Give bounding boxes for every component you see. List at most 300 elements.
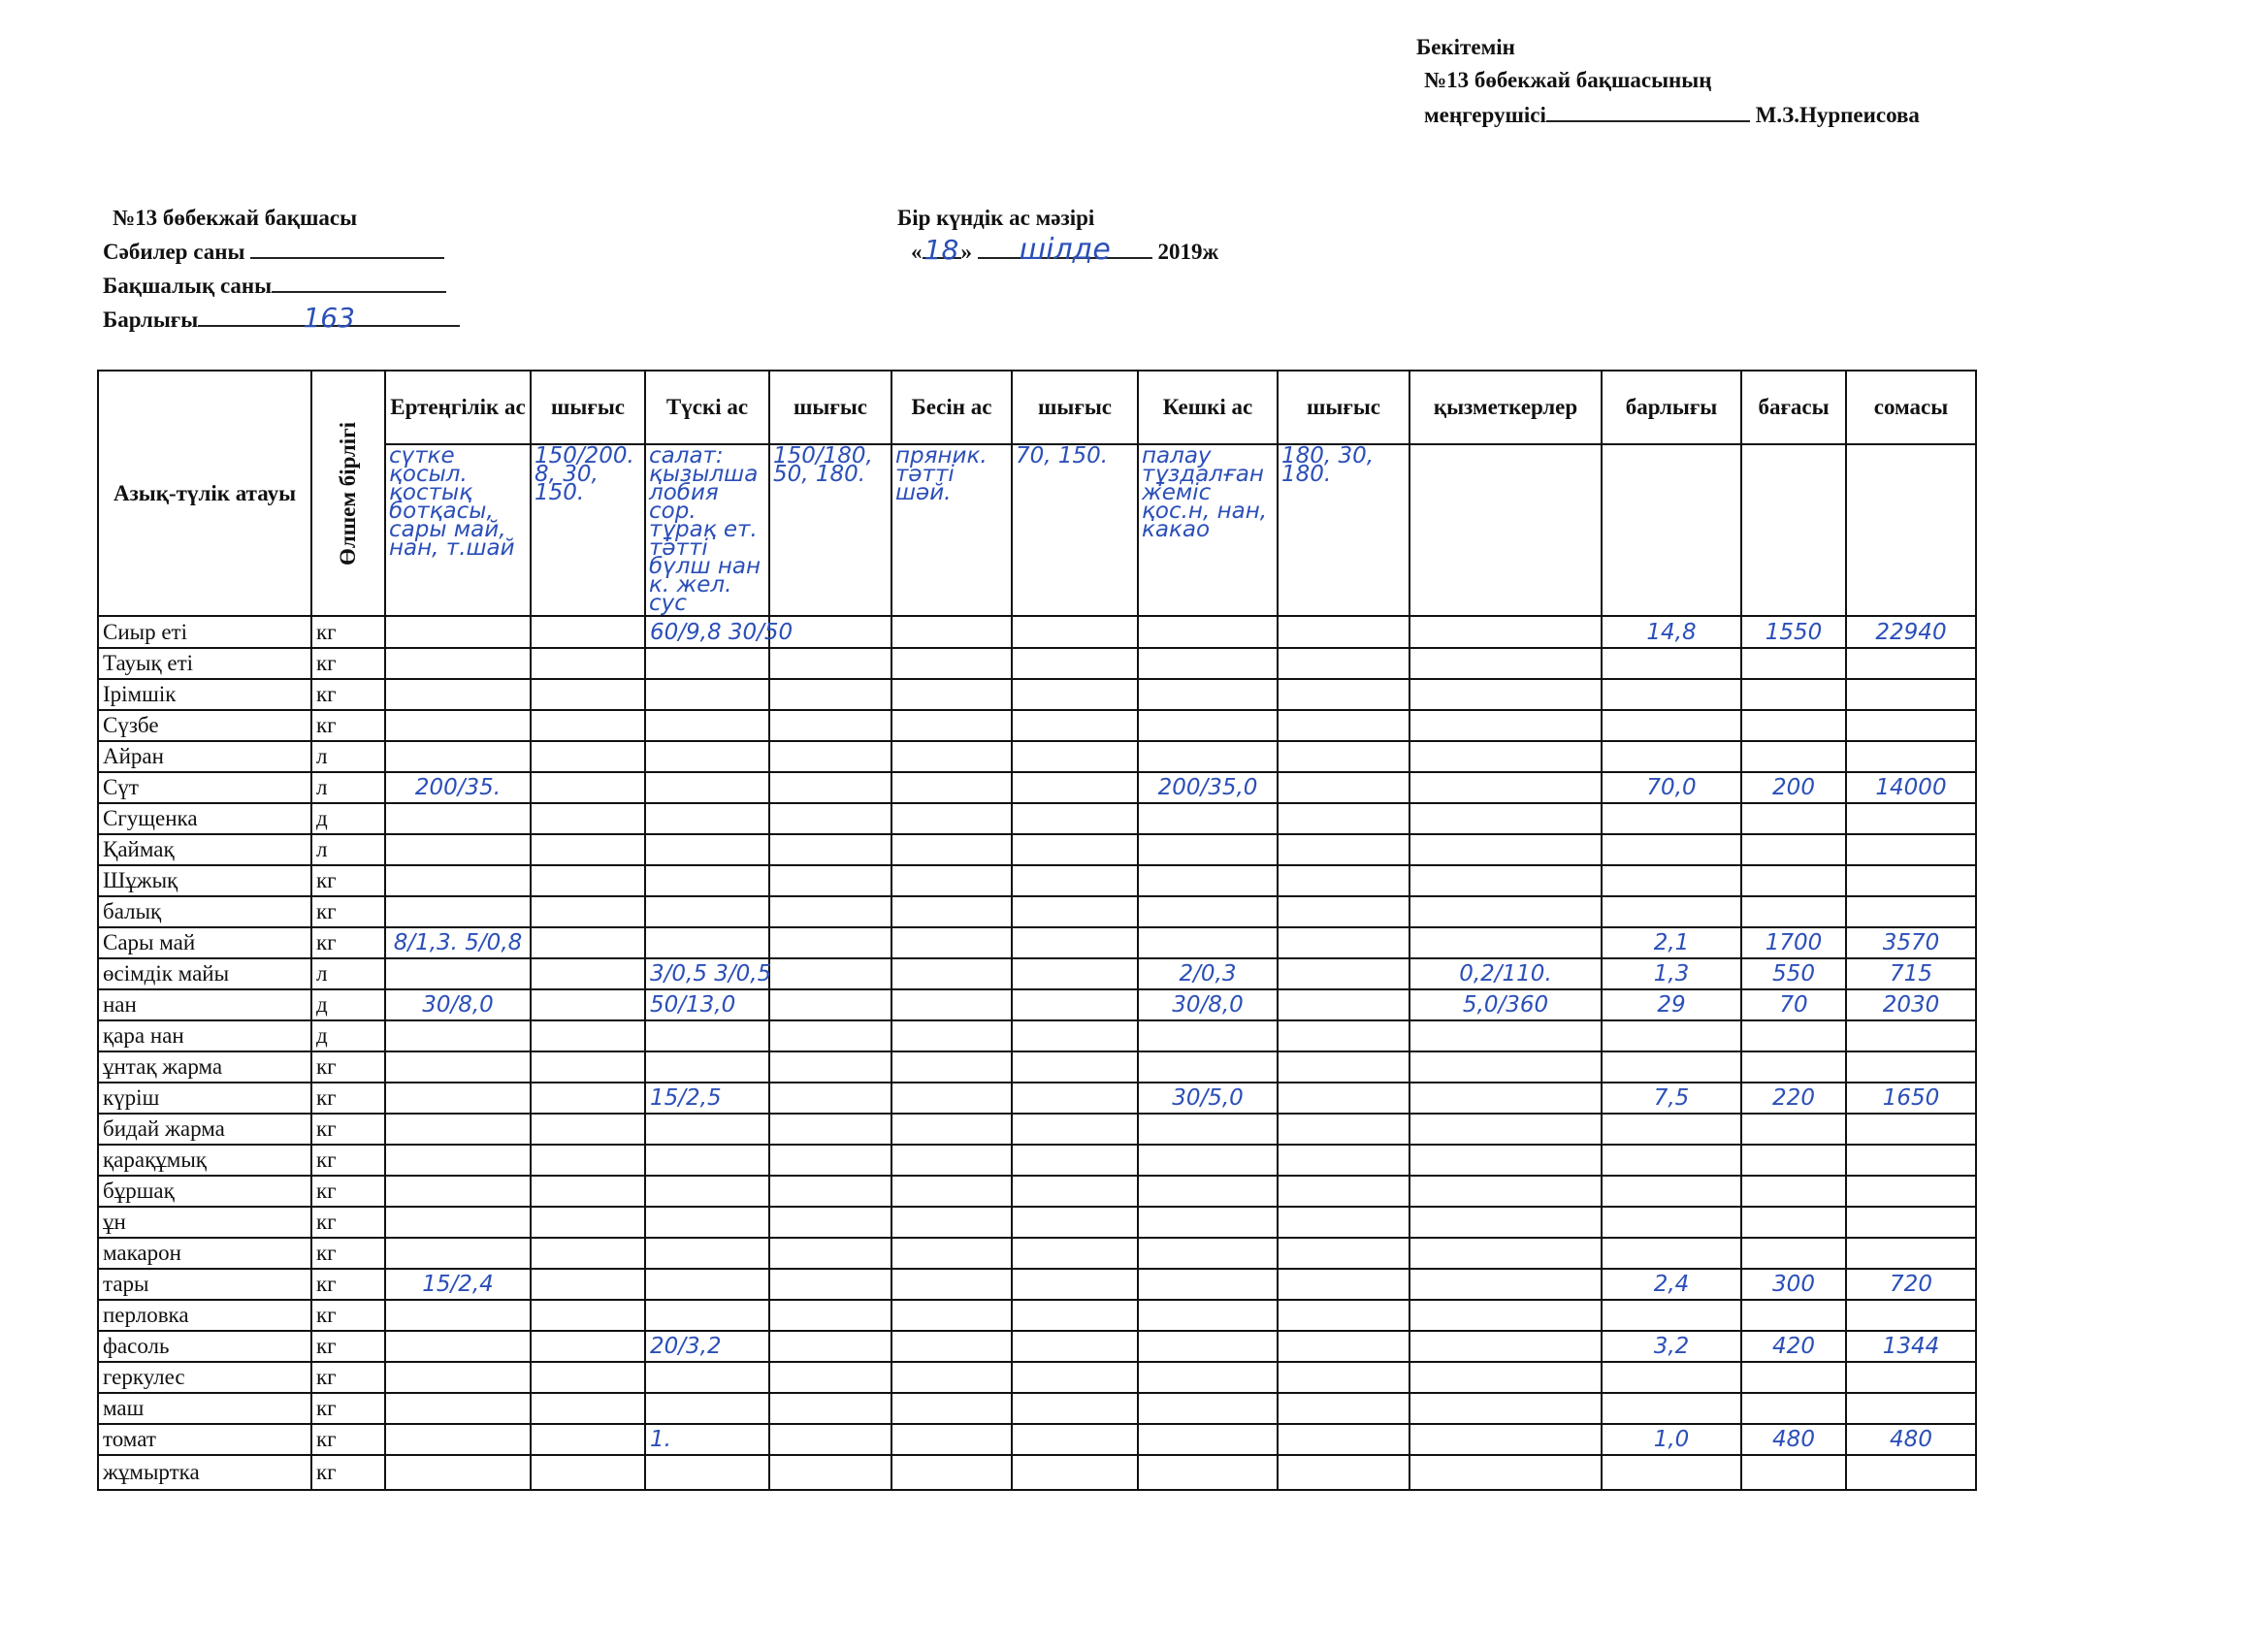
cell-unit: кг <box>311 648 385 679</box>
cell-product: перловка <box>98 1300 311 1331</box>
cell-out3 <box>1012 616 1138 648</box>
cell-breakfast <box>385 834 531 865</box>
dish-out2: 150/180, 50, 180. <box>769 444 891 616</box>
cell-out2 <box>769 803 891 834</box>
table-row <box>98 1114 1976 1145</box>
table-row <box>98 896 1976 927</box>
cell-out3 <box>1012 741 1138 772</box>
cell-unit: л <box>311 741 385 772</box>
cell-dinner <box>1138 1331 1278 1362</box>
cell-product: бидай жарма <box>98 1114 311 1145</box>
header-total: барлығы <box>1602 371 1741 444</box>
cell-snack <box>891 710 1012 741</box>
cell-unit: кг <box>311 1051 385 1083</box>
dish-staff <box>1409 444 1602 616</box>
cell-out3 <box>1012 1331 1138 1362</box>
cell-out3 <box>1012 1020 1138 1051</box>
table-row <box>98 927 1976 958</box>
cell-lunch <box>645 1020 769 1051</box>
cell-product: бұршақ <box>98 1176 311 1207</box>
cell-out1 <box>531 896 645 927</box>
cell-product: Сгущенка <box>98 803 311 834</box>
table-header-row <box>98 371 1976 444</box>
cell-price: 70 <box>1741 989 1846 1020</box>
cell-out4 <box>1278 958 1409 989</box>
cell-total <box>1602 896 1741 927</box>
table-row <box>98 1269 1976 1300</box>
cell-out3 <box>1012 1238 1138 1269</box>
cell-staff <box>1409 1083 1602 1114</box>
cell-out3 <box>1012 1300 1138 1331</box>
cell-total: 29 <box>1602 989 1741 1020</box>
cell-out1 <box>531 741 645 772</box>
cell-total <box>1602 679 1741 710</box>
cell-snack <box>891 1331 1012 1362</box>
cell-staff <box>1409 1114 1602 1145</box>
cell-out2 <box>769 679 891 710</box>
cell-breakfast <box>385 1238 531 1269</box>
cell-price <box>1741 648 1846 679</box>
cell-staff <box>1409 1362 1602 1393</box>
cell-dinner <box>1138 1424 1278 1455</box>
cell-staff <box>1409 865 1602 896</box>
cell-breakfast: 8/1,3. 5/0,8 <box>385 927 531 958</box>
cell-dinner <box>1138 1393 1278 1424</box>
cell-out2 <box>769 1114 891 1145</box>
cell-price: 550 <box>1741 958 1846 989</box>
cell-lunch <box>645 1114 769 1145</box>
cell-out2 <box>769 1238 891 1269</box>
cell-out2 <box>769 1424 891 1455</box>
cell-product: Сүт <box>98 772 311 803</box>
cell-snack <box>891 1114 1012 1145</box>
cell-snack <box>891 741 1012 772</box>
cell-sum <box>1846 679 1976 710</box>
cell-snack <box>891 1083 1012 1114</box>
cell-breakfast <box>385 865 531 896</box>
cell-out3 <box>1012 1455 1138 1490</box>
cell-staff <box>1409 1145 1602 1176</box>
cell-lunch <box>645 1238 769 1269</box>
cell-out1 <box>531 1238 645 1269</box>
cell-snack <box>891 1145 1012 1176</box>
header-snack: Бесін ас <box>891 371 1012 444</box>
dish-snack: пряник. тәтті шәй. <box>891 444 1012 616</box>
cell-unit: кг <box>311 1455 385 1490</box>
cell-out4 <box>1278 1207 1409 1238</box>
cell-lunch: 60/9,8 30/50 <box>645 616 769 648</box>
cell-price <box>1741 1020 1846 1051</box>
cell-breakfast <box>385 741 531 772</box>
kindergarten-count-value <box>272 268 446 293</box>
cell-lunch <box>645 803 769 834</box>
cell-unit: кг <box>311 616 385 648</box>
cell-product: геркулес <box>98 1362 311 1393</box>
cell-lunch: 1. <box>645 1424 769 1455</box>
cell-unit: кг <box>311 896 385 927</box>
cell-sum: 715 <box>1846 958 1976 989</box>
cell-dinner <box>1138 741 1278 772</box>
cell-out2 <box>769 958 891 989</box>
cell-lunch <box>645 1051 769 1083</box>
cell-out3 <box>1012 1145 1138 1176</box>
table-row <box>98 1331 1976 1362</box>
cell-product: фасоль <box>98 1331 311 1362</box>
cell-snack <box>891 989 1012 1020</box>
cell-out4 <box>1278 1424 1409 1455</box>
cell-dinner <box>1138 1114 1278 1145</box>
cell-staff <box>1409 679 1602 710</box>
cell-out2 <box>769 1269 891 1300</box>
cell-out2 <box>769 989 891 1020</box>
children-count-value <box>250 234 444 259</box>
cell-lunch <box>645 1176 769 1207</box>
cell-product: маш <box>98 1393 311 1424</box>
cell-sum: 2030 <box>1846 989 1976 1020</box>
cell-out4 <box>1278 648 1409 679</box>
cell-out4 <box>1278 679 1409 710</box>
cell-out1 <box>531 1331 645 1362</box>
cell-snack <box>891 803 1012 834</box>
cell-product: Тауық еті <box>98 648 311 679</box>
cell-snack <box>891 896 1012 927</box>
cell-unit: кг <box>311 1424 385 1455</box>
cell-total: 1,3 <box>1602 958 1741 989</box>
left-header <box>103 202 460 336</box>
cell-out2 <box>769 896 891 927</box>
cell-product: Қаймақ <box>98 834 311 865</box>
cell-staff <box>1409 1455 1602 1490</box>
cell-total <box>1602 1455 1741 1490</box>
cell-product: ұн <box>98 1207 311 1238</box>
table-row <box>98 865 1976 896</box>
cell-unit: д <box>311 803 385 834</box>
dish-sum <box>1846 444 1976 616</box>
cell-unit: д <box>311 989 385 1020</box>
cell-snack <box>891 648 1012 679</box>
cell-unit: кг <box>311 927 385 958</box>
cell-out1 <box>531 865 645 896</box>
cell-lunch: 3/0,5 3/0,5 <box>645 958 769 989</box>
approval-signature-line <box>1424 97 1920 132</box>
cell-staff: 5,0/360 <box>1409 989 1602 1020</box>
menu-table <box>97 370 1977 1491</box>
cell-unit: кг <box>311 1114 385 1145</box>
header-dinner: Кешкі ас <box>1138 371 1278 444</box>
cell-breakfast <box>385 679 531 710</box>
cell-total: 2,1 <box>1602 927 1741 958</box>
cell-staff <box>1409 1207 1602 1238</box>
cell-snack <box>891 1176 1012 1207</box>
cell-snack <box>891 1455 1012 1490</box>
cell-unit: кг <box>311 1207 385 1238</box>
dish-total <box>1602 444 1741 616</box>
cell-product: томат <box>98 1424 311 1455</box>
cell-out3 <box>1012 803 1138 834</box>
cell-sum: 22940 <box>1846 616 1976 648</box>
cell-sum <box>1846 648 1976 679</box>
dish-price <box>1741 444 1846 616</box>
cell-dinner: 200/35,0 <box>1138 772 1278 803</box>
table-row <box>98 1020 1976 1051</box>
cell-out2 <box>769 1020 891 1051</box>
cell-lunch <box>645 679 769 710</box>
table-row <box>98 1300 1976 1331</box>
table-row <box>98 1238 1976 1269</box>
cell-out1 <box>531 958 645 989</box>
cell-sum <box>1846 1176 1976 1207</box>
approval-title: Бекітемін <box>1416 35 1515 59</box>
cell-breakfast <box>385 1176 531 1207</box>
cell-breakfast <box>385 1114 531 1145</box>
cell-product: Сүзбе <box>98 710 311 741</box>
cell-out4 <box>1278 1300 1409 1331</box>
cell-sum <box>1846 1238 1976 1269</box>
dish-out4: 180, 30, 180. <box>1278 444 1409 616</box>
table-row <box>98 1083 1976 1114</box>
cell-total: 7,5 <box>1602 1083 1741 1114</box>
cell-unit: л <box>311 772 385 803</box>
header-lunch: Түскі ас <box>645 371 769 444</box>
cell-lunch: 20/3,2 <box>645 1331 769 1362</box>
total-count-label: Барлығы <box>103 307 199 332</box>
cell-out2 <box>769 1051 891 1083</box>
cell-total <box>1602 710 1741 741</box>
cell-staff <box>1409 1238 1602 1269</box>
center-header <box>897 202 1218 268</box>
cell-breakfast <box>385 1020 531 1051</box>
table-row <box>98 648 1976 679</box>
table-body <box>98 616 1976 1490</box>
dish-breakfast: сүтке қосыл. қостық ботқасы, сары май, нан, т.шай <box>385 444 531 616</box>
cell-breakfast: 15/2,4 <box>385 1269 531 1300</box>
cell-staff <box>1409 1176 1602 1207</box>
cell-out4 <box>1278 1362 1409 1393</box>
cell-dinner <box>1138 1020 1278 1051</box>
cell-unit: кг <box>311 1269 385 1300</box>
cell-price <box>1741 679 1846 710</box>
cell-unit: кг <box>311 1083 385 1114</box>
cell-dinner <box>1138 1238 1278 1269</box>
cell-dinner <box>1138 679 1278 710</box>
cell-unit: кг <box>311 1300 385 1331</box>
cell-out1 <box>531 1145 645 1176</box>
cell-sum <box>1846 1300 1976 1331</box>
cell-out2 <box>769 1362 891 1393</box>
cell-lunch <box>645 710 769 741</box>
total-count-value: 163 <box>198 302 460 327</box>
cell-price <box>1741 803 1846 834</box>
date-month: шілде <box>978 234 1152 259</box>
cell-sum: 1650 <box>1846 1083 1976 1114</box>
cell-sum <box>1846 1145 1976 1176</box>
header-breakfast: Ертеңгілік ас <box>385 371 531 444</box>
cell-breakfast: 30/8,0 <box>385 989 531 1020</box>
dish-out3: 70, 150. <box>1012 444 1138 616</box>
cell-snack <box>891 1424 1012 1455</box>
cell-product: нан <box>98 989 311 1020</box>
cell-out1 <box>531 1393 645 1424</box>
cell-out4 <box>1278 865 1409 896</box>
cell-price: 420 <box>1741 1331 1846 1362</box>
header-price: бағасы <box>1741 371 1846 444</box>
cell-staff <box>1409 896 1602 927</box>
cell-breakfast <box>385 1424 531 1455</box>
cell-snack <box>891 1051 1012 1083</box>
cell-dinner <box>1138 1455 1278 1490</box>
cell-out3 <box>1012 834 1138 865</box>
cell-snack <box>891 1393 1012 1424</box>
cell-out3 <box>1012 989 1138 1020</box>
dish-dinner: палау тұздалған жеміс қос.н, нан, какао <box>1138 444 1278 616</box>
cell-breakfast <box>385 1207 531 1238</box>
header-out1: шығыс <box>531 371 645 444</box>
cell-snack <box>891 1362 1012 1393</box>
cell-out4 <box>1278 989 1409 1020</box>
cell-dinner <box>1138 1051 1278 1083</box>
approval-organization: №13 бөбекжай бақшасының <box>1424 68 1712 92</box>
cell-out4 <box>1278 1020 1409 1051</box>
table-row <box>98 989 1976 1020</box>
cell-product: жұмыртка <box>98 1455 311 1490</box>
cell-dinner <box>1138 927 1278 958</box>
cell-price <box>1741 1176 1846 1207</box>
cell-snack <box>891 958 1012 989</box>
cell-out1 <box>531 1300 645 1331</box>
cell-sum <box>1846 1114 1976 1145</box>
cell-out4 <box>1278 772 1409 803</box>
cell-dinner: 30/5,0 <box>1138 1083 1278 1114</box>
cell-sum <box>1846 803 1976 834</box>
cell-out1 <box>531 1455 645 1490</box>
cell-staff <box>1409 741 1602 772</box>
cell-product: Сары май <box>98 927 311 958</box>
cell-sum: 480 <box>1846 1424 1976 1455</box>
cell-out1 <box>531 1051 645 1083</box>
cell-out1 <box>531 1176 645 1207</box>
cell-sum: 3570 <box>1846 927 1976 958</box>
cell-staff <box>1409 1300 1602 1331</box>
cell-total <box>1602 1362 1741 1393</box>
cell-total: 2,4 <box>1602 1269 1741 1300</box>
cell-dinner <box>1138 1207 1278 1238</box>
date-close-quote: » <box>960 240 972 264</box>
cell-total: 3,2 <box>1602 1331 1741 1362</box>
cell-breakfast <box>385 1083 531 1114</box>
cell-price <box>1741 896 1846 927</box>
table-row <box>98 1424 1976 1455</box>
cell-breakfast <box>385 803 531 834</box>
total-count-line <box>103 302 460 336</box>
cell-out2 <box>769 710 891 741</box>
cell-out4 <box>1278 896 1409 927</box>
cell-price <box>1741 1300 1846 1331</box>
cell-dinner <box>1138 1176 1278 1207</box>
cell-total <box>1602 1238 1741 1269</box>
table-row <box>98 710 1976 741</box>
cell-price <box>1741 1114 1846 1145</box>
approval-block <box>1416 31 1920 132</box>
cell-lunch <box>645 834 769 865</box>
cell-out4 <box>1278 1145 1409 1176</box>
cell-total <box>1602 834 1741 865</box>
cell-snack <box>891 927 1012 958</box>
table-row <box>98 1393 1976 1424</box>
table-row <box>98 1145 1976 1176</box>
header-unit <box>311 371 385 616</box>
cell-sum: 720 <box>1846 1269 1976 1300</box>
cell-sum <box>1846 741 1976 772</box>
cell-product: қара нан <box>98 1020 311 1051</box>
cell-breakfast <box>385 648 531 679</box>
cell-out3 <box>1012 1114 1138 1145</box>
cell-dinner <box>1138 803 1278 834</box>
cell-unit: кг <box>311 679 385 710</box>
cell-price: 300 <box>1741 1269 1846 1300</box>
cell-staff <box>1409 834 1602 865</box>
cell-out3 <box>1012 1362 1138 1393</box>
cell-out2 <box>769 1176 891 1207</box>
cell-staff <box>1409 616 1602 648</box>
children-count-label: Сәбилер саны <box>103 240 245 264</box>
table-row <box>98 1051 1976 1083</box>
cell-product: Сиыр еті <box>98 616 311 648</box>
cell-out3 <box>1012 865 1138 896</box>
cell-breakfast <box>385 616 531 648</box>
cell-breakfast: 200/35. <box>385 772 531 803</box>
kindergarten-count-line <box>103 268 460 302</box>
cell-product: Ірімшік <box>98 679 311 710</box>
cell-out2 <box>769 1331 891 1362</box>
cell-price <box>1741 1362 1846 1393</box>
cell-price <box>1741 1455 1846 1490</box>
cell-out3 <box>1012 1051 1138 1083</box>
cell-price: 1700 <box>1741 927 1846 958</box>
cell-total <box>1602 1051 1741 1083</box>
cell-out3 <box>1012 927 1138 958</box>
cell-product: тары <box>98 1269 311 1300</box>
cell-total: 1,0 <box>1602 1424 1741 1455</box>
header-staff: қызметкерлер <box>1409 371 1602 444</box>
cell-out1 <box>531 616 645 648</box>
cell-sum <box>1846 1362 1976 1393</box>
cell-out4 <box>1278 803 1409 834</box>
cell-sum <box>1846 865 1976 896</box>
cell-out2 <box>769 1393 891 1424</box>
cell-dinner <box>1138 865 1278 896</box>
cell-out1 <box>531 1269 645 1300</box>
cell-out1 <box>531 648 645 679</box>
signature-blank <box>1546 97 1750 122</box>
cell-unit: кг <box>311 1331 385 1362</box>
cell-out3 <box>1012 896 1138 927</box>
cell-unit: кг <box>311 710 385 741</box>
table-row <box>98 803 1976 834</box>
cell-unit: л <box>311 958 385 989</box>
cell-out4 <box>1278 1083 1409 1114</box>
cell-staff: 0,2/110. <box>1409 958 1602 989</box>
cell-out4 <box>1278 1238 1409 1269</box>
cell-breakfast <box>385 710 531 741</box>
cell-price <box>1741 1145 1846 1176</box>
cell-lunch <box>645 1362 769 1393</box>
cell-out1 <box>531 1424 645 1455</box>
cell-out1 <box>531 710 645 741</box>
cell-out4 <box>1278 1455 1409 1490</box>
approval-name: М.З.Нурпеисова <box>1755 103 1920 127</box>
cell-snack <box>891 865 1012 896</box>
cell-out3 <box>1012 1207 1138 1238</box>
